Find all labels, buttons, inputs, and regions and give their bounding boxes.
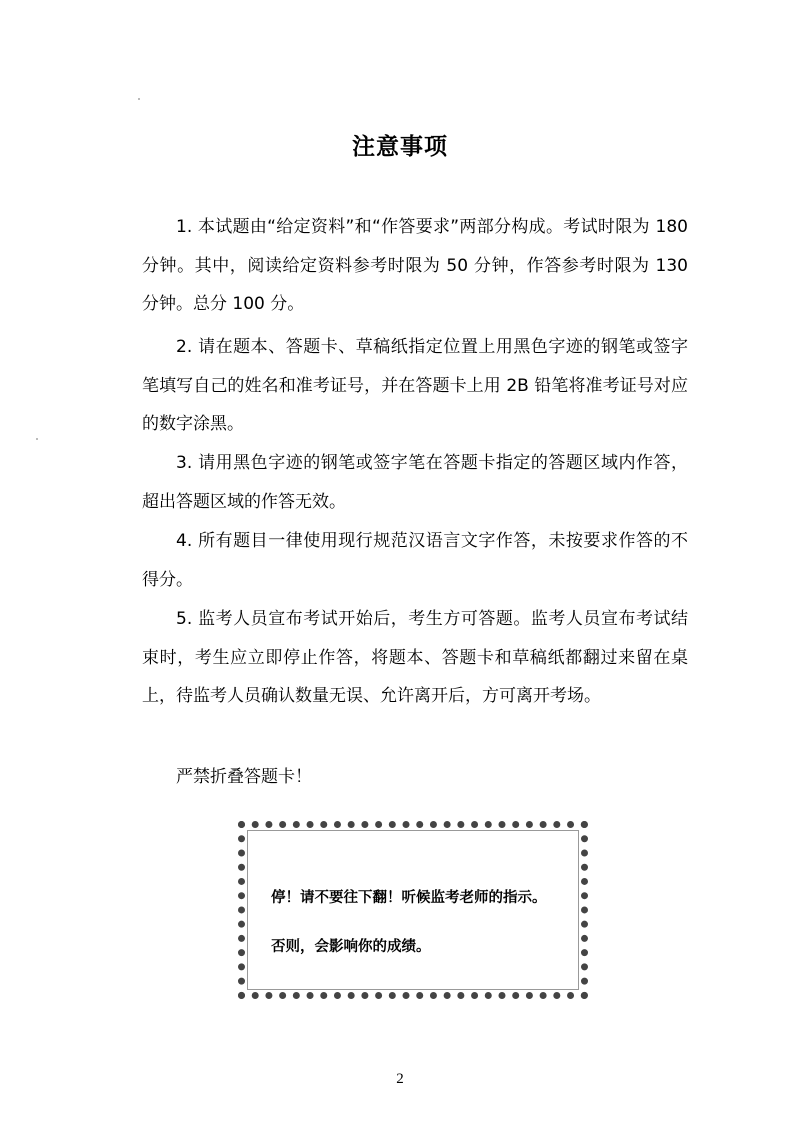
page-number: 2: [396, 1071, 404, 1087]
stop-notice-content: [257, 840, 569, 980]
stop-notice-line-1: 停！请不要往下翻！听候监考老师的指示。: [271, 889, 547, 906]
stop-notice-box: [238, 821, 588, 999]
scan-speck: [138, 98, 140, 100]
notice-item-1: 1. 本试题由“给定资料”和“作答要求”两部分构成。考试时限为 180 分钟。其中，阅读给定资料参考时限为 50 分钟，作答参考时限为 130 分钟。总分 100 分。: [142, 217, 688, 314]
stop-notice-line-2: 否则，会影响你的成绩。: [271, 938, 431, 955]
notice-item-4: 4. 所有题目一律使用现行规范汉语言文字作答，未按要求作答的不得分。: [142, 531, 688, 590]
page-title: 注意事项: [352, 134, 448, 160]
scan-speck: [36, 438, 38, 440]
notice-item-2: 2. 请在题本、答题卡、草稿纸指定位置上用黑色字迹的钢笔或签字笔填写自己的姓名和准考证号，并在答题卡上用 2B 铅笔将准考证号对应的数字涂黑。: [142, 337, 688, 434]
fold-warning: 严禁折叠答题卡！: [176, 767, 312, 787]
notice-item-5: 5. 监考人员宣布考试开始后，考生方可答题。监考人员宣布考试结束时，考生应立即停止作答，将题本、答题卡和草稿纸都翻过来留在桌上，待监考人员确认数量无误、允许离开后，方可离开考场。: [142, 609, 688, 706]
notice-item-3: 3. 请用黑色字迹的钢笔或签字笔在答题卡指定的答题区域内作答，超出答题区域的作答无效。: [142, 453, 688, 512]
